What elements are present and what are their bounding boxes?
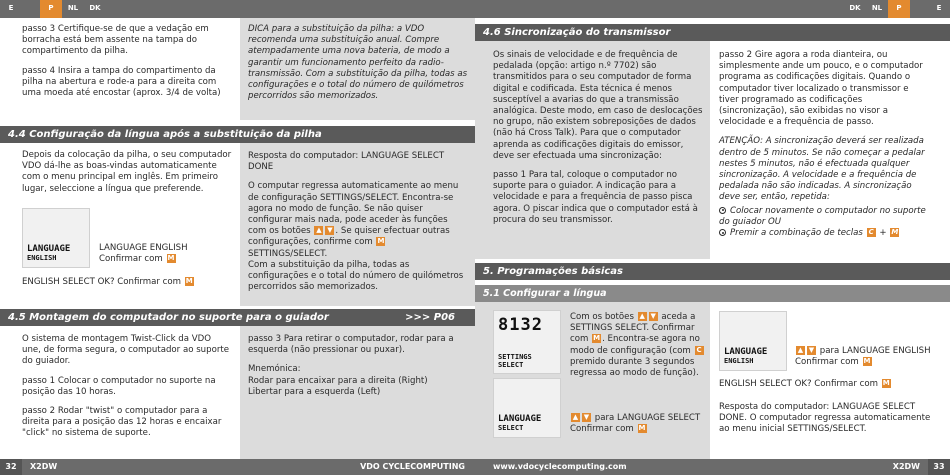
step-4-text: passo 4 Insira a tampa do compartimento da pilha na abertura e rode-a para a direita com uma moeda até encostar (aprox. 3/4 de volta) <box>22 65 221 99</box>
lcd-line-1: 8132 <box>498 315 543 335</box>
text-part: Com os botões <box>570 312 634 322</box>
english-select-step <box>719 379 939 390</box>
step-1-text: passo 1 Colocar o computador no suporte na posição das 10 horas. <box>22 375 216 397</box>
text-part: Premir a combinação de teclas <box>730 228 863 239</box>
model-name: X2DW <box>30 462 58 472</box>
m-key-icon: M <box>167 254 175 263</box>
c-key-icon: C <box>868 228 874 237</box>
lcd-language-english <box>22 208 90 268</box>
c-key-icon: C <box>696 345 702 354</box>
lang-tab-e[interactable] <box>0 0 22 18</box>
lang-tab-e[interactable] <box>928 0 950 18</box>
m-key-icon: M <box>882 379 890 387</box>
down-key-icon: ▼ <box>327 226 333 235</box>
sync-right-column <box>719 50 929 239</box>
up-key-icon: ▲ <box>316 226 322 235</box>
lang-tab-label: NL <box>871 4 883 13</box>
text-part: O computar regressa automaticamente ao menu de configuração SETTINGS/SELECT. Encontra-se agora no modo de função. Se não quiser configurar mais nada, pode aceder às funções com os botões <box>248 181 459 237</box>
step-2-text: passo 2 Rodar "twist" o computador para a direita para a posição das 12 horas e encaixar "click" no sistema de suporte. <box>22 406 222 439</box>
mnemonic-right: Rodar para encaixar para a direita (Right) <box>248 375 428 386</box>
lang-label: LANGUAGE ENGLISH <box>99 243 188 253</box>
top-bar-gap <box>910 0 928 18</box>
memory-text: Com a substituição da pilha, todas as configurações e o total do número de quilómetros percorridos são memorizados. <box>248 259 464 293</box>
lcd-line-2: ENGLISH <box>724 357 754 365</box>
lcd-line-1: LANGUAGE <box>724 347 768 357</box>
lang-tab-label: NL <box>67 4 79 13</box>
english-select-text: ENGLISH SELECT OK? Confirmar com <box>22 277 182 287</box>
text-part: ENGLISH SELECT OK? Confirmar com <box>719 379 879 389</box>
mounting-steps <box>22 334 232 448</box>
removal-steps <box>248 334 468 398</box>
step-3-text: passo 3 Certifique-se de que a vedação em borracha está bem assente na tampa do compartimento da pilha. <box>22 24 209 57</box>
up-key-icon: ▲ <box>572 413 579 421</box>
section-4-5-header <box>0 309 475 326</box>
lang-tab-dk[interactable] <box>84 0 106 18</box>
lang-tab-label: P <box>48 4 54 13</box>
language-english-step <box>99 243 239 265</box>
text-part: Confirmar com <box>795 357 859 368</box>
text-part: Colocar novamente o computador no suporte do guiador OU <box>719 205 926 227</box>
website-link[interactable]: www.vdocyclecomputing.com <box>493 462 627 472</box>
text-part: . Encontra-se agora no modo de configuração (com <box>570 334 700 356</box>
m-key-icon: M <box>593 334 601 343</box>
down-key-icon: ▼ <box>583 413 590 421</box>
footer-left <box>0 459 475 475</box>
text-part: premido durante 3 segundos regressa ao modo de função). <box>570 356 699 379</box>
page-number: 32 <box>0 459 22 475</box>
lcd-language-select <box>493 378 561 438</box>
lang-tab-p-active[interactable] <box>888 0 910 18</box>
battery-steps <box>22 24 232 107</box>
lang-tab-label: P <box>896 4 902 13</box>
language-intro: Depois da colocação da pilha, o seu computador VDO dá-lhe as boas-vindas automaticamente com o menu principal em inglês. Em primeiro lugar, seleccione a língua que preferende. <box>22 150 232 194</box>
text-part: . Se quiser efectuar outras configurações, confirme com <box>248 226 450 248</box>
text-part: aceda a SETTINGS SELECT. Confirmar com <box>570 312 696 345</box>
model-name: X2DW <box>892 462 920 472</box>
page-reference: >>> P06 <box>405 311 455 323</box>
top-language-bar-right <box>475 0 950 18</box>
footer-right <box>475 459 950 475</box>
lang-tab-p-active[interactable] <box>40 0 62 18</box>
step-2-text: passo 2 Gire agora a roda dianteira, ou simplesmente ande um pouco, e o computador programa as codificações digitais. Quando o computador tiver localizado o transmissor e tiver programado as codificações (sincronização), são exibidas no visor a velocidade e a frequência de passo. <box>719 50 923 128</box>
m-key-icon: M <box>185 277 193 285</box>
lang-tab-label: E <box>8 4 14 13</box>
step-1-text: passo 1 Para tal, coloque o computador no suporte para o guiador. A indicação para a velocidade e para a frequência de passo pisca agora. O piscar indica que o computador está à procura do seu transmissor. <box>493 170 698 225</box>
section-5-header <box>475 263 950 280</box>
plus-sign: + <box>879 228 887 239</box>
up-key-icon: ▲ <box>639 312 645 320</box>
sync-left-column <box>493 50 703 234</box>
twist-click-text: O sistema de montagem Twist-Click da VDO une, de forma segura, o computador ao suporte do guiador. <box>22 334 230 367</box>
section-title: 5. Programações básicas <box>483 265 623 277</box>
mnemonic-label: Mnemónica: <box>248 364 301 375</box>
lang-tab-label: DK <box>89 4 101 13</box>
language-select-step <box>570 413 705 435</box>
section-title: 4.6 Sincronização do transmissor <box>483 26 671 38</box>
lcd-line-2: ENGLISH <box>27 254 57 262</box>
repeat-option-2 <box>719 228 929 239</box>
mnemonic-left: Libertar para a esquerda (Left) <box>248 386 381 397</box>
lcd-line-1: LANGUAGE <box>27 244 71 254</box>
lang-tab-nl[interactable] <box>866 0 888 18</box>
bullet-icon <box>719 229 726 236</box>
section-title: 5.1 Configurar a língua <box>483 287 607 299</box>
m-key-icon: M <box>891 228 899 237</box>
sync-intro: Os sinais de velocidade e de frequência de pedalada (opção: artigo n.º 7702) são transmitidos para o seu computador de forma digital e codificada. Esta técnica é menos susceptível a avarias do que a transmissão analógica. Deste modo, em caso de deslocações no grupo, não existem sobreposições de dados (não há Cross Talk). Para que o computador aprenda as codificações digitais do emissor, deve ser efectuada uma sincronização: <box>493 50 703 161</box>
top-bar-gap <box>22 0 40 18</box>
m-key-icon: M <box>377 237 385 246</box>
lang-tab-label: DK <box>849 4 861 13</box>
language-response <box>248 151 468 301</box>
lcd-line-2: SETTINGS SELECT <box>498 353 532 369</box>
lcd-line-2: SELECT <box>498 424 524 432</box>
settings-select-step <box>570 312 705 379</box>
english-select-step <box>22 277 232 288</box>
lang-tab-label: E <box>936 4 942 13</box>
top-bar-fill <box>106 0 475 18</box>
lcd-settings-select <box>493 310 561 374</box>
page-number: 33 <box>928 459 950 475</box>
m-key-icon: M <box>638 424 646 433</box>
bullet-icon <box>719 207 726 214</box>
lcd-line-1: LANGUAGE <box>498 414 542 424</box>
up-key-icon: ▲ <box>797 346 804 354</box>
text-part: Confirmar com <box>570 424 634 435</box>
attention-text: ATENÇÃO: A sincronização deverá ser realizada dentro de 5 minutos. Se não começar a pedalar nestes 5 minutos, não é efectuada qualquer sincronização. A velocidade e a frequência de pedalada não são indicadas. A sincronização deve ser, então, repetida: <box>719 136 925 203</box>
down-key-icon: ▼ <box>650 312 656 320</box>
text-part: para LANGUAGE ENGLISH <box>819 346 931 356</box>
section-4-6-header <box>475 24 950 41</box>
top-language-bar-left <box>0 0 475 18</box>
brand-name: VDO CYCLECOMPUTING <box>360 462 465 472</box>
section-5-1-header <box>475 285 950 302</box>
lang-tab-dk[interactable] <box>844 0 866 18</box>
m-key-icon: M <box>863 357 871 366</box>
text-part: para LANGUAGE SELECT <box>594 413 701 423</box>
language-english-step <box>795 346 945 368</box>
repeat-option-1 <box>719 206 929 228</box>
step-3-text: passo 3 Para retirar o computador, rodar para a esquerda (não pressionar ou puxar). <box>248 334 454 356</box>
section-4-4-header <box>0 126 475 143</box>
lcd-language-english <box>719 311 787 371</box>
text-part: SETTINGS/SELECT. <box>248 248 328 259</box>
language-response: Resposta do computador: LANGUAGE SELECT DONE. O computador regressa automaticamente ao menu inicial SETTINGS/SELECT. <box>719 402 931 435</box>
section-title: 4.4 Configuração da língua após a substituição da pilha <box>8 128 322 140</box>
battery-tip-text: DICA para a substituição da pilha: a VDO recomenda uma substituição anual. Compre atempadamente uma nova bateria, de modo a garantir um funcionamento perfeito da radio-transmissão. Com a substituição da pilha, todas as configurações e o total do número de quilómetros percorridos são memorizados. <box>248 24 468 102</box>
down-key-icon: ▼ <box>808 346 815 354</box>
confirm-text: Confirmar com <box>99 254 163 265</box>
settings-return-text <box>248 181 468 259</box>
response-text: Resposta do computador: LANGUAGE SELECT DONE <box>248 151 445 173</box>
lang-tab-nl[interactable] <box>62 0 84 18</box>
section-title: 4.5 Montagem do computador no suporte para o guiador <box>8 311 329 323</box>
top-bar-fill <box>475 0 844 18</box>
